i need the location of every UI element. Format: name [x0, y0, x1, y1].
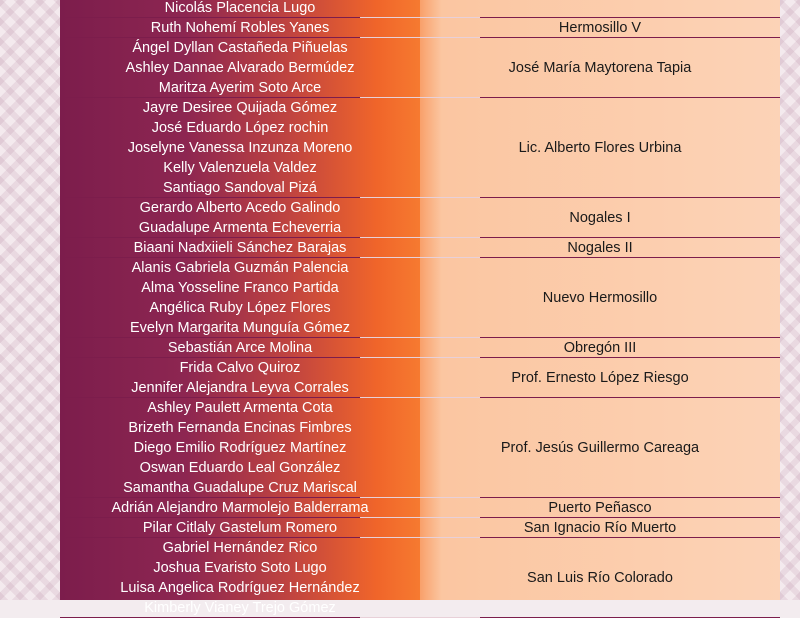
student-name: Santiago Sandoval Pizá [163, 180, 317, 196]
school-name: Lic. Alberto Flores Urbina [518, 140, 682, 156]
student-name: Angélica Ruby López Flores [149, 300, 331, 316]
table-row-group [60, 398, 780, 498]
student-name: Frida Calvo Quiroz [179, 360, 301, 376]
student-name: Pilar Citlaly Gastelum Romero [142, 520, 338, 536]
student-name: Adrián Alejandro Marmolejo Balderrama [111, 500, 369, 516]
student-name: Alma Yosseline Franco Partida [141, 280, 339, 296]
table-row-group [60, 18, 780, 38]
table-row-group [60, 498, 780, 518]
student-name: Kimberly Vianey Trejo Gómez [144, 600, 336, 616]
school-name [420, 0, 780, 18]
student-name: Samantha Guadalupe Cruz Mariscal [123, 480, 357, 496]
school-name: José María Maytorena Tapia [508, 60, 692, 76]
table-row-group [60, 258, 780, 338]
student-name: Joselyne Vanessa Inzunza Moreno [127, 140, 353, 156]
school-name: Prof. Jesús Guillermo Careaga [500, 440, 700, 456]
school-name: Prof. Ernesto López Riesgo [511, 370, 689, 386]
student-name: Ashley Paulett Armenta Cota [147, 400, 333, 416]
school-name: San Luis Río Colorado [527, 570, 673, 586]
student-name: Jennifer Alejandra Leyva Corrales [131, 380, 349, 396]
student-name: Evelyn Margarita Munguía Gómez [129, 320, 350, 336]
decorative-pattern-right [780, 0, 800, 600]
results-table [60, 0, 780, 616]
student-name: Alanis Gabriela Guzmán Palencia [131, 260, 349, 276]
decorative-pattern-left [0, 0, 60, 600]
table-row-group [60, 338, 780, 358]
student-name: José Eduardo López rochin [151, 120, 329, 136]
student-name: Ashley Dannae Alvarado Bermúdez [125, 60, 355, 76]
student-name: Gabriel Hernández Rico [162, 540, 318, 556]
school-name: Hermosillo V [558, 20, 642, 36]
school-name: Nuevo Hermosillo [542, 290, 658, 306]
student-name: Brizeth Fernanda Encinas Fimbres [128, 420, 352, 436]
student-name: Diego Emilio Rodríguez Martínez [133, 440, 347, 456]
table-row-group [60, 518, 780, 538]
table-row-group [60, 0, 780, 18]
student-name: Luisa Angelica Rodríguez Hernández [120, 580, 360, 596]
student-name: Guadalupe Armenta Echeverria [138, 220, 342, 236]
student-name: Ruth Nohemí Robles Yanes [150, 20, 330, 36]
student-name: Joshua Evaristo Soto Lugo [153, 560, 327, 576]
student-name: Gerardo Alberto Acedo Galindo [139, 200, 341, 216]
table-row-group [60, 198, 780, 238]
student-name: Kelly Valenzuela Valdez [163, 160, 317, 176]
table-row-group [60, 358, 780, 398]
school-name: Puerto Peñasco [548, 500, 652, 516]
table-row-group [60, 38, 780, 98]
student-name: Sebastián Arce Molina [167, 340, 313, 356]
table-row-group [60, 98, 780, 198]
student-name: Jayre Desiree Quijada Gómez [142, 100, 338, 116]
school-name: Obregón III [563, 340, 637, 356]
school-name: Nogales II [567, 240, 633, 256]
school-name: Nogales I [569, 210, 631, 226]
table-row-group [60, 238, 780, 258]
student-name: Oswan Eduardo Leal González [139, 460, 341, 476]
school-name: San Ignacio Río Muerto [523, 520, 677, 536]
student-name: Maritza Ayerim Soto Arce [158, 80, 322, 96]
student-name: Nicolás Placencia Lugo [164, 0, 316, 16]
student-name: Biaani Nadxiieli Sánchez Barajas [133, 240, 347, 256]
table-row-group [60, 538, 780, 618]
student-name: Ángel Dyllan Castañeda Piñuelas [132, 40, 348, 56]
